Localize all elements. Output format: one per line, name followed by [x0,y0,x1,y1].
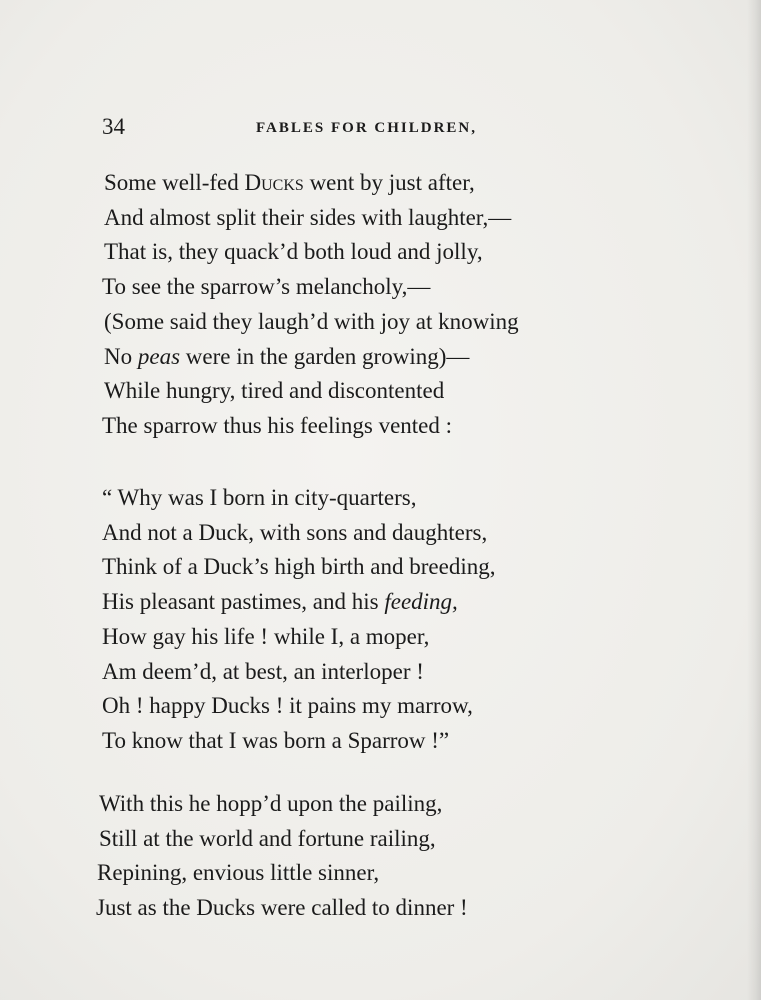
line-segment: were in the garden growing)— [180,343,470,369]
line-segment: Am deem’d, at best, an interloper ! [102,658,424,684]
poem-line [102,552,495,582]
line-segment: Ducks [244,170,304,195]
poem-line [102,726,449,756]
poem-line [102,691,473,721]
line-segment: “ Why was I born in city-quarters, [102,485,417,510]
line-segment: And almost split their sides with laughter,— [104,204,512,230]
line-segment: With this he hopp’d upon the pailing, [99,791,443,816]
poem-line [96,893,468,923]
poem-line [102,411,452,441]
line-segment: His pleasant pastimes, and his [102,589,385,615]
line-segment: To see the sparrow’s melancholy,— [102,274,431,300]
line-segment: feeding, [384,589,458,615]
line-segment: That is, they quack’d both loud and jolly, [104,239,483,265]
line-segment: Think of a Duck’s high birth and breeding, [102,554,496,580]
poem-line [104,237,483,267]
line-segment: peas [137,343,181,369]
line-segment: (Some said they laugh’d with joy at knowing [104,308,519,334]
poem-line [99,789,442,819]
running-head: FABLES FOR CHILDREN, [256,120,477,136]
poem-line [99,824,436,854]
poem-line [102,272,430,302]
poem-line [97,858,379,888]
poem-line [102,622,429,652]
poem-line [104,342,469,372]
line-segment: While hungry, tired and discontented [104,378,445,404]
line-segment: And not a Duck, with sons and daughters, [102,519,488,545]
line-segment: Still at the world and fortune railing, [99,825,436,851]
page-header [102,112,622,142]
poem-line [102,657,424,687]
line-segment: No [104,343,138,369]
poem-line [104,307,519,337]
poem-line [102,587,458,617]
poem-line [104,168,475,198]
poem-line [104,376,444,406]
line-segment: went by just after, [303,170,475,195]
page-edge-shadow [747,0,761,1000]
line-segment: The sparrow thus his feelings vented : [102,412,453,438]
poem-line [102,518,487,548]
line-segment: Oh ! happy Ducks ! it pains my marrow, [102,693,473,719]
page-number: 34 [102,114,125,139]
poem-line [102,483,416,513]
line-segment: Some well-fed [104,170,245,195]
line-segment: Repining, envious little sinner, [97,860,380,886]
poem-line [104,203,511,233]
line-segment: Just as the Ducks were called to dinner ! [96,895,468,921]
line-segment: How gay his life ! while I, a moper, [102,623,430,649]
line-segment: To know that I was born a Sparrow !” [102,727,450,753]
